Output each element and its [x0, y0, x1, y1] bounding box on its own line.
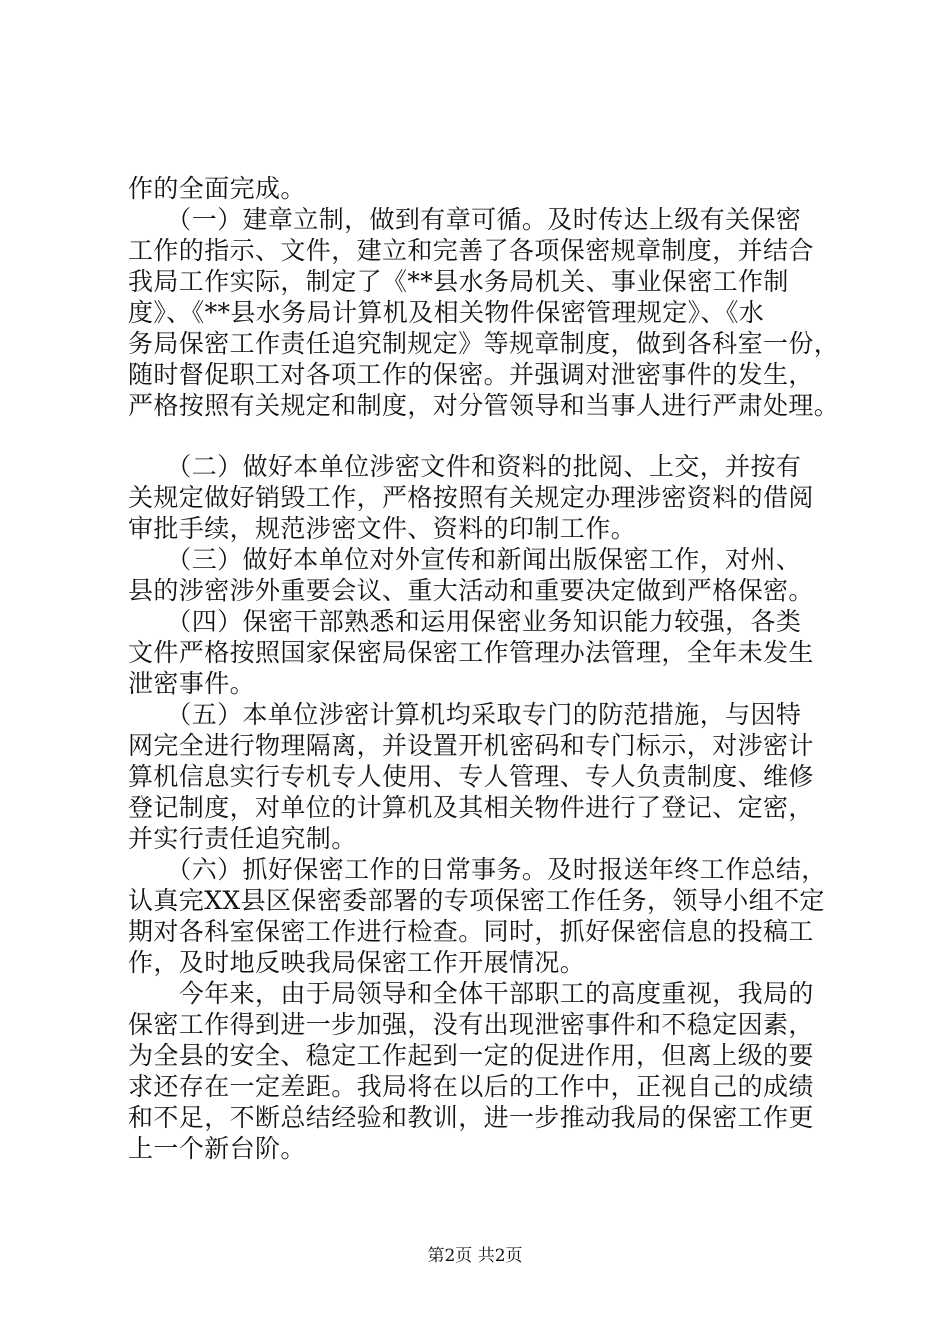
- text-line: 今年来，由于局领导和全体干部职工的高度重视，我局的: [128, 979, 814, 1008]
- text-line: 审批手续，规范涉密文件、资料的印制工作。: [128, 514, 637, 543]
- text-line: 县的涉密涉外重要会议、重大活动和重要决定做到严格保密。: [128, 576, 814, 605]
- text-line: 为全县的安全、稳定工作起到一定的促进作用，但离上级的要: [128, 1041, 814, 1070]
- text-line: 网完全进行物理隔离，并设置开机密码和专门标示，对涉密计: [128, 731, 814, 760]
- text-line: 度》、《**县水务局计算机及相关物件保密管理规定》、《水: [128, 298, 765, 327]
- text-line: （六）抓好保密工作的日常事务。及时报送年终工作总结，: [128, 855, 827, 884]
- text-line: 作，及时地反映我局保密工作开展情况。: [128, 948, 586, 977]
- blank-line: [128, 421, 824, 451]
- text-line: 泄密事件。: [128, 669, 256, 698]
- text-line: 我局工作实际，制定了《**县水务局机关、事业保密工作制: [128, 267, 789, 296]
- text-line: （三）做好本单位对外宣传和新闻出版保密工作，对州、: [128, 545, 802, 574]
- text-line: 上一个新台阶。: [128, 1134, 306, 1163]
- text-line: （四）保密干部熟悉和运用保密业务知识能力较强，各类: [128, 607, 802, 636]
- text-line: 保密工作得到进一步加强，没有出现泄密事件和不稳定因素，: [128, 1010, 814, 1039]
- text-line: （一）建章立制，做到有章可循。及时传达上级有关保密: [128, 205, 802, 234]
- text-line: 求还存在一定差距。我局将在以后的工作中，正视自己的成绩: [128, 1072, 814, 1101]
- text-line: 认真完XX县区保密委部署的专项保密工作任务，领导小组不定: [128, 886, 825, 915]
- document-body: [128, 173, 840, 1164]
- text-line: 和不足，不断总结经验和教训，进一步推动我局的保密工作更: [128, 1103, 814, 1132]
- text-line: 作的全面完成。: [128, 174, 306, 203]
- text-line: 务局保密工作责任追究制规定》等规章制度，做到各科室一份，: [128, 329, 840, 358]
- text-line: （五）本单位涉密计算机均采取专门的防范措施，与因特: [128, 700, 802, 729]
- page-number-footer: 第2页 共2页: [427, 1246, 523, 1266]
- text-line: （二）做好本单位涉密文件和资料的批阅、上交，并按有: [128, 452, 802, 481]
- text-line: 并实行责任追究制。: [128, 824, 357, 853]
- text-line: 工作的指示、文件，建立和完善了各项保密规章制度，并结合: [128, 236, 814, 265]
- text-line: 期对各科室保密工作进行检查。同时，抓好保密信息的投稿工: [128, 917, 814, 946]
- text-line: 随时督促职工对各项工作的保密。并强调对泄密事件的发生，: [128, 360, 814, 389]
- text-line: 严格按照有关规定和制度，对分管领导和当事人进行严肃处理。: [128, 391, 840, 420]
- text-line: 登记制度，对单位的计算机及其相关物件进行了登记、定密，: [128, 793, 814, 822]
- text-line: 文件严格按照国家保密局保密工作管理办法管理，全年未发生: [128, 638, 814, 667]
- text-line: 算机信息实行专机专人使用、专人管理、专人负责制度、维修: [128, 762, 814, 791]
- text-line: 关规定做好销毁工作，严格按照有关规定办理涉密资料的借阅: [128, 483, 814, 512]
